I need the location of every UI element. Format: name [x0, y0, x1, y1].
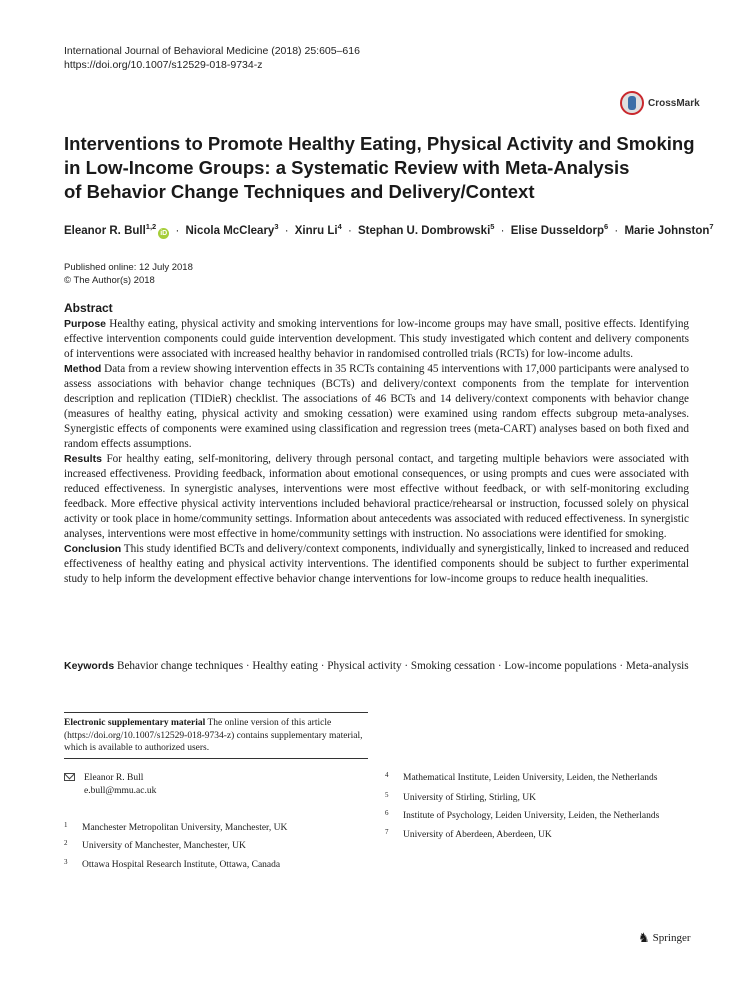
- abstract-body: [64, 317, 689, 587]
- author-name[interactable]: Marie Johnston: [624, 224, 710, 237]
- title-line-3: of Behavior Change Techniques and Delivery/Context: [64, 181, 535, 202]
- keywords-text: Behavior change techniques · Healthy eating · Physical activity · Smoking cessation · Low-income populations · Meta-analysis: [116, 660, 689, 672]
- affiliation-number: 2: [64, 839, 68, 847]
- journal-citation: International Journal of Behavioral Medicine (2018) 25:605–616: [64, 45, 360, 57]
- supplementary-note: [64, 717, 364, 755]
- copyright-icon: ©: [64, 275, 71, 286]
- method-label: Method: [64, 363, 102, 375]
- esm-divider-bottom: [64, 758, 368, 759]
- affiliation-text: Ottawa Hospital Research Institute, Ottawa, Canada: [82, 860, 281, 870]
- contact-name: Eleanor R. Bull: [84, 773, 144, 783]
- affiliation-text: University of Manchester, Manchester, UK: [82, 841, 246, 851]
- author-name[interactable]: Stephan U. Dombrowski: [358, 224, 491, 237]
- affiliation-number: 1: [64, 821, 68, 829]
- keywords: [64, 659, 689, 674]
- author-name[interactable]: Elise Dusseldorp: [510, 224, 605, 237]
- abstract-purpose: [64, 317, 689, 362]
- affiliation-number: 5: [385, 791, 389, 799]
- author-name[interactable]: Eleanor R. Bull: [64, 224, 146, 237]
- conclusion-text: This study identified BCTs and delivery/context components, individually and synergistically, linked to increased and reduced effectiveness of healthy eating and physical activity interventions. The identified components should be subject to further experimental study to help inform the development effective behavior change interventions for low-income groups to reduce health inequalities.: [64, 543, 689, 585]
- abstract-heading: Abstract: [64, 301, 113, 315]
- copyright-text: The Author(s) 2018: [73, 275, 155, 286]
- crossmark-icon: [620, 91, 644, 115]
- journal-header: [64, 44, 360, 72]
- affiliation-text: University of Stirling, Stirling, UK: [403, 793, 536, 803]
- orcid-icon[interactable]: iD: [160, 229, 168, 237]
- affiliation-number: 4: [385, 771, 389, 779]
- author-separator: ·: [347, 224, 352, 237]
- affiliation-number: 3: [64, 858, 68, 866]
- author-affil-ref: 5: [490, 222, 495, 231]
- publisher-logo: [638, 930, 691, 946]
- contact-email[interactable]: e.bull@mmu.ac.uk: [84, 786, 157, 796]
- title-line-2: in Low-Income Groups: a Systematic Review with Meta-Analysis: [64, 157, 630, 178]
- author-affil-ref: 4: [337, 222, 342, 231]
- springer-horse-icon: ♞: [638, 930, 650, 945]
- title-line-1: Interventions to Promote Healthy Eating, Physical Activity and Smoking: [64, 133, 695, 154]
- affiliation-number: 7: [385, 828, 389, 836]
- esm-link[interactable]: https://doi.org/10.1007/s12529-018-9734-z: [67, 730, 232, 741]
- author-affil-ref: 6: [604, 222, 609, 231]
- affiliation-number: 6: [385, 809, 389, 817]
- purpose-text: Healthy eating, physical activity and smoking interventions for low-income groups may have small, positive effects. Identifying effective intervention components could guide intervention development. This study investigated which content and delivery components of interventions were associated with increased healthy behavior in randomised controlled trials (RCTs) for low-income adults.: [64, 318, 690, 360]
- author-name[interactable]: Nicola McCleary: [185, 224, 275, 237]
- author-separator: ·: [284, 224, 289, 237]
- copyright-line: [64, 274, 193, 287]
- publisher-name: Springer: [652, 932, 691, 944]
- author-separator: ·: [175, 224, 180, 237]
- published-date: Published online: 12 July 2018: [64, 262, 193, 273]
- author-affil-ref: 1,2: [145, 222, 157, 231]
- author-list: [64, 222, 714, 239]
- doi-link[interactable]: https://doi.org/10.1007/s12529-018-9734-z: [64, 59, 263, 71]
- publication-info: [64, 261, 193, 287]
- conclusion-label: Conclusion: [64, 543, 122, 555]
- affiliation-text: Institute of Psychology, Leiden University, Leiden, the Netherlands: [403, 811, 660, 821]
- results-label: Results: [64, 453, 102, 465]
- esm-text-after: ) contains supplementary material, which is available to authorized users.: [64, 730, 363, 753]
- abstract-results: [64, 452, 689, 542]
- keywords-label: Keywords: [64, 660, 115, 672]
- author-name[interactable]: Xinru Li: [294, 224, 338, 237]
- paper-title: [64, 132, 704, 204]
- abstract-conclusion: [64, 542, 689, 587]
- results-text: For healthy eating, self-monitoring, delivery through personal contact, and targeting multiple behaviors were associated with increased effectiveness. Providing feedback, information about emotional consequences, or using prompts and cues were associated with reduced effectiveness. In synergistic analyses, interventions were most effective without feedback, or with self-monitoring excluding feedback. More effective physical activity interventions included behavioral practice/rehearsal or instruction, focussed solely on physical activity or took place in home/community settings. Information about antecedents was associated with reduced effectiveness. In synergistic analyses, interventions were most effective in home/community settings with instruction. No associations were identified for smoking.: [64, 453, 690, 540]
- purpose-label: Purpose: [64, 318, 107, 330]
- author-separator: ·: [614, 224, 619, 237]
- esm-text-before: The online version of this article (: [64, 718, 332, 741]
- esm-label: Electronic supplementary material: [64, 718, 206, 728]
- contact-details: [84, 772, 156, 798]
- affiliation-text: Mathematical Institute, Leiden University, Leiden, the Netherlands: [403, 773, 658, 783]
- abstract-method: [64, 362, 689, 452]
- author-separator: ·: [500, 224, 505, 237]
- affiliation-text: Manchester Metropolitan University, Manchester, UK: [82, 823, 288, 833]
- author-affil-ref: 3: [274, 222, 279, 231]
- crossmark-label: CrossMark: [648, 97, 700, 109]
- method-text: Data from a review showing intervention effects in 35 RCTs containing 45 interventions with 17,000 participants were analysed to assess associations with behavior change techniques (BCTs) and delivery/context components from the template for intervention description and replication (TIDieR) checklist. The associations of 46 BCTs and 14 delivery/context components with behavior change (measures of healthy eating, physical activity and smoking cessation) were examined using random effects subgroup meta-analyses. Synergistic effects of components were examined using classification and regression trees (meta-CART) analyses based on both fixed and random effects assumptions.: [64, 363, 689, 450]
- esm-divider-top: [64, 712, 368, 713]
- crossmark-badge[interactable]: [620, 91, 700, 115]
- author-affil-ref: 7: [709, 222, 714, 231]
- affiliation-text: University of Aberdeen, Aberdeen, UK: [403, 830, 552, 840]
- envelope-icon: [64, 773, 75, 781]
